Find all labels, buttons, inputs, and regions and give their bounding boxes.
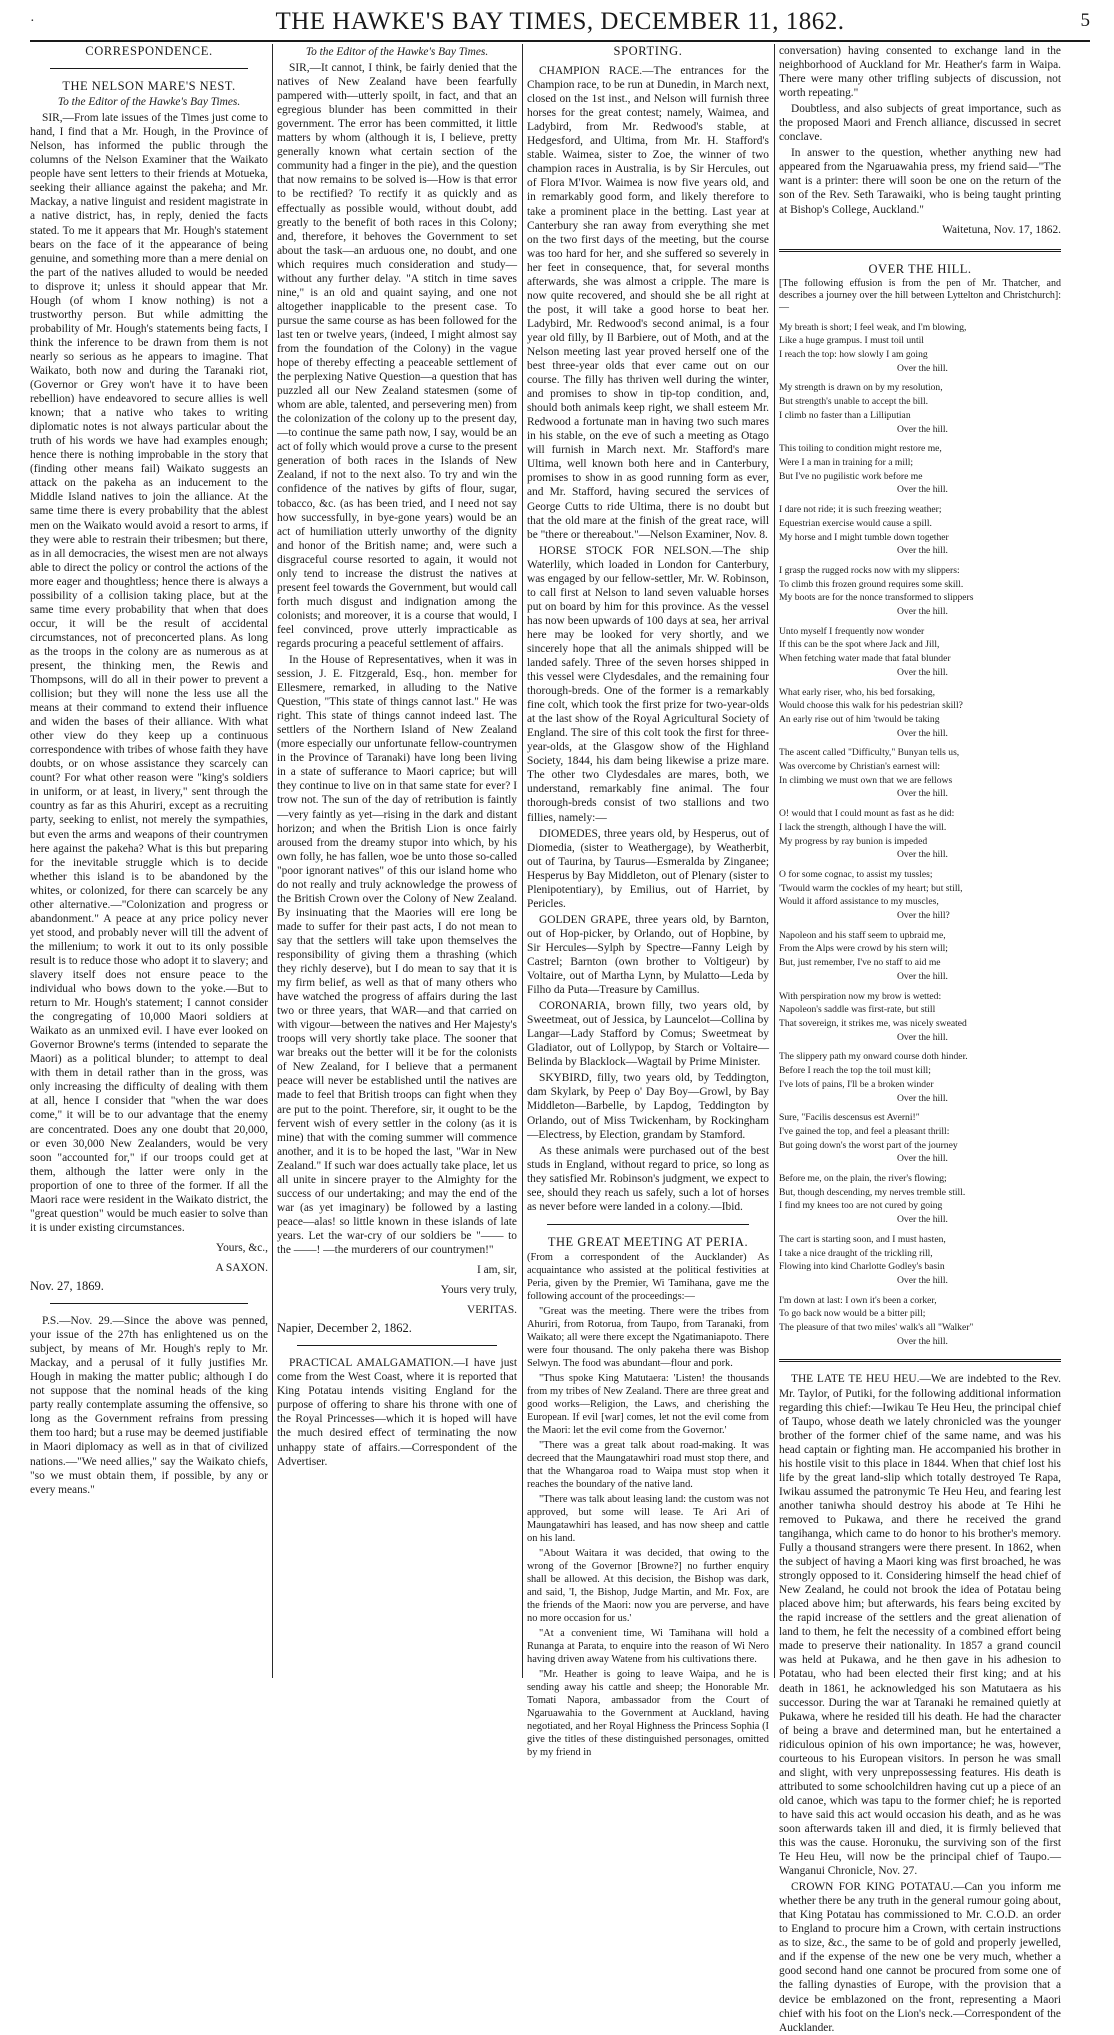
poem-refrain: Over the hill. (897, 1092, 948, 1104)
poem-line: Sure, "Facilis descensus est Averni!" (779, 1112, 920, 1124)
newspaper-title: THE HAWKE'S BAY TIMES, DECEMBER 11, 1862. (275, 8, 845, 35)
letter-signature: VERITAS. (466, 1304, 517, 1317)
column-rule (774, 44, 775, 1678)
section-heading: SPORTING. (613, 44, 683, 58)
divider (297, 1345, 497, 1346)
poem-line: With perspiration now my brow is wetted: (779, 990, 942, 1002)
poem-line: This toiling to condition might restore me, (779, 443, 942, 455)
poem-line: O! would that I could mount as fast as he did: (779, 808, 955, 820)
poem-line: When fetching water made that fatal blunder (779, 653, 951, 665)
poem-refrain: Over the hill. (897, 606, 948, 618)
poem-refrain: Over the hill. (897, 1153, 948, 1165)
letter-signature: A SAXON. (215, 1261, 268, 1274)
divider (779, 249, 1061, 252)
poem-refrain: Over the hill. (897, 788, 948, 800)
poem-refrain: Over the hill. (897, 727, 948, 739)
poem-intro: [The following effusion is from the pen of Mr. Thatcher, and describes a journey over the hill between Lyttelton and Christchurch]:— (779, 277, 1061, 313)
poem-line: Napoleon and his staff seem to upbraid me, (779, 929, 946, 941)
poem-line: I dare not ride; it is such freezing weather; (779, 504, 942, 516)
report-paragraph: "Great was the meeting. There were the tribes from Ahuriri, from Rotorua, from Taupo, from Taranaki, from Waikato; all were there except the Ngatimaniapoto. There were four thousand. The only pakeha there was Bishop Selwyn. The food was abundant—flour and pork. (527, 1305, 769, 1369)
poem-line: Would choose this walk for his pedestrian skill? (779, 700, 963, 712)
news-item: As these animals were purchased out of the best studs in England, without regard to price, so long as they satisfied Mr. Robinson's judgment, we expect to see, should they reach us safely, such a lot of horses as never before were landed in a colony.—Ibid. (527, 1144, 769, 1213)
letter-closing: Yours, &c., (215, 1241, 268, 1254)
report-paragraph: Doubtless, and also subjects of great importance, such as the proposed Maori and French alliance, discussed in secret conclave. (779, 103, 1061, 144)
poem-refrain: Over the hill. (897, 423, 948, 435)
poem-refrain: Over the hill. (897, 362, 948, 374)
poem-refrain: Over the hill. (897, 1031, 948, 1043)
horse-entry: SKYBIRD, filly, two years old, by Teddington, dam Skylark, by Peep o' Day Boy—Growl, by Bay Middleton—Barbelle, by Lapdog, Teddington by Orlando, out of Miss Twickenham, by Rockingham—Electress, by Election, grandam by Stamford. (527, 1072, 769, 1141)
horse-entry: CORONARIA, brown filly, two years old, by Sweetmeat, out of Jessica, by Launcelot—Collina by Langar—Lady Stafford by Comus; Sweetmeat by Gladiator, out of Lollypop, by Starch or Voltaire—Belinda by Blacklock—Wagtail by Prime Minister. (527, 1000, 769, 1069)
masthead (30, 6, 1090, 42)
report-dateline: Waitetuna, Nov. 17, 1862. (942, 223, 1061, 236)
page-mark: · (30, 14, 35, 29)
poem-line: What early riser, who, his bed forsaking, (779, 686, 936, 698)
divider (50, 68, 248, 69)
news-item: HORSE STOCK FOR NELSON.—The ship Waterlily, which loaded in London for Canterbury, was engaged by our fellow-settler, Mr. W. Robinson, to call first at Nelson to land seven valuable horses put on board by him for this province. As the vessel has now been upwards of 100 days at sea, her arrival here may be looked for very shortly, and we sincerely hope that all the animals shipped will be landed safely. Three of the seven horses shipped in this vessel were Clydesdales, and the remaining four thorough-breds. One of the former is a remarkably fine colt, which took the first prize for two-year-olds at the last show of the Royal Agricultural Society of England. The sire of this colt took the first for three-year-olds, at the Glasgow show of the Highland Society, 1844, his dam being likewise a prize mare. The other two Clydesdales are mares, both, we understand, remarkably fine animal. The four thorough-breds consist of two stallions and two fillies, namely:— (527, 544, 769, 824)
letter-body: SIR,—It cannot, I think, be fairly denied that the natives of New Zealand have been fearfully pampered with—utterly spoilt, in fact, and that an egregious blunder has been committed in their government. The error has been committed, it little matters by whom (although it is, I believe, pretty generally known what certain section of the community had a finger in the pie), and the question that now remains to be solved is—How is that error to be rectified? To rectify it as quickly and as effectually as possible would, without doubt, add greatly to the benefit of both races in this Colony; and, therefore, it behoves the Government to set about the task—an arduous one, no doubt, and one which requires much consideration and study—without any further delay. "A stitch in time saves nine," is an old and quaint saying, and one not altogether inapplicable to the present case. To pursue the same course as has been followed for the last ten or twelve years, (indeed, I might almost say from the foundation of the Colony) in the vague hope of thereby effecting a peaceable settlement of the perplexing Native Question—a question that has puzzled all our New Zealand statesmen (some of whom are able, talented, and persevering men) from the colonization of the colony up to the present day,—to continue the same path now, I say, would be an act of folly which would prove a curse to the present generation of both races in the Islands of New Zealand, if not to the next also. To try and win the confidence of the natives by gifts of flour, sugar, tobacco, &c. (as has been tried, and I need not say how successfully, in bye-gone years) would be an act of humiliation utterly unworthy of the dignity and honor of the British name; and, were such a disgraceful course resorted to again, it would not only tend to increase the distrust the natives at present feel towards the Government, but would call forth much disgust and indignation among the colonists; and moreover, it is a course that would, I feel convinced, prove utterly impracticable as regards procuring a peaceful settlement of affairs. (277, 62, 517, 650)
poem-line: Was overcome by Christian's earnest will: (779, 761, 941, 773)
horse-entry: GOLDEN GRAPE, three years old, by Barnton, out of Hop-picker, by Orlando, out of Hopbine, by Sir Hercules—Sylph by Spectre—Fanny Leigh by Castrel; Barnton (own brother to Voltigeur) by Voltaire, out of Martha Lynn, by Mulatto—Leda by Filho da Puta—Treasure by Camillus. (527, 913, 769, 997)
poem-refrain: Over the hill. (897, 1335, 948, 1347)
letter-date: Nov. 27, 1869. (30, 1278, 104, 1293)
poem-line: O for some cognac, to assist my tussles; (779, 868, 933, 880)
poem-line: Equestrian exercise would cause a spill. (779, 517, 932, 529)
poem-line: I take a nice draught of the trickling rill, (779, 1247, 933, 1259)
poem-line: But, just remember, I've no staff to aid me (779, 957, 941, 969)
column-rule (272, 44, 273, 1678)
poem-line: The ascent called "Difficulty," Bunyan tells us, (779, 747, 960, 759)
article-heading: THE GREAT MEETING AT PERIA. (547, 1234, 749, 1249)
poem-line: I've gained the top, and feel a pleasant thrill: (779, 1125, 950, 1137)
divider (50, 1303, 248, 1304)
poem-line: An early rise out of him 'twould be taking (779, 713, 940, 725)
poem-line: The slippery path my onward course doth hinder. (779, 1051, 968, 1063)
letter-address: To the Editor of the Hawke's Bay Times. (305, 46, 489, 58)
report-continuation: conversation) having consented to exchange land in the neighborhood of Auckland for Mr. Heather's farm in Waipa. There were many other trifling subjects of discussion, not worth repeating." (779, 45, 1061, 100)
poem-line: My boots are for the nonce transformed to slippers (779, 592, 974, 604)
poem-line: 'Twould warm the cockles of my heart; but still, (779, 882, 963, 894)
poem-line: I've lots of pains, I'll be a broken winder (779, 1078, 934, 1090)
poem-line: In climbing we must own that we are fellows (779, 774, 953, 786)
report-paragraph: "There was talk about leasing land: the custom was not approved, but some will lease. Te Ari Ari of Maungatawhiri has leased, and has now sheep and cattle on his land. (527, 1493, 769, 1544)
poem-line: Were I a man in training for a mill; (779, 456, 914, 468)
poem-refrain: Over the hill. (897, 484, 948, 496)
poem-line: My breath is short; I feel weak, and I'm blowing, (779, 321, 967, 333)
poem-line: I grasp the rugged rocks now with my slippers: (779, 564, 960, 576)
report-paragraph: "About Waitara it was decided, that owing to the wrong of the Governor [Browne?] no further enquiry shall be allowed. At this decision, the Bishop was dark, and said, 'I, the Bishop, Judge Martin, and Mr. Fox, are the friends of the Maori: now you are perverse, and have no more occasion for us.' (527, 1547, 769, 1624)
divider (779, 1359, 1061, 1362)
poem-line: But strength's unable to accept the bill. (779, 396, 929, 408)
poem-line: From the Alps were crowd by his stern will; (779, 943, 948, 955)
poem-refrain: Over the hill. (897, 970, 948, 982)
poem-line: I'm down at last: I own it's been a corker, (779, 1294, 937, 1306)
report-paragraph: "At a convenient time, Wi Tamihana will hold a Runanga at Parata, to enquire into the reason of Wi Nero having driven away Watene from his cultivations there. (527, 1627, 769, 1665)
poem-line: The pleasure of that two miles' walk's all "Walker" (779, 1322, 974, 1334)
letter-address: To the Editor of the Hawke's Bay Times. (57, 96, 241, 109)
section-heading: CORRESPONDENCE. (85, 44, 213, 58)
column-3 (527, 44, 769, 1758)
poem-line: My horse and I might tumble down together (779, 531, 949, 543)
poem-line: To climb this frozen ground requires some skill. (779, 578, 964, 590)
poem-refrain: Over the hill? (897, 910, 950, 922)
poem-line: But going down's the worst part of the journey (779, 1139, 958, 1151)
report-paragraph: "There was a great talk about road-making. It was decreed that the Maungatawhiri road must stop there, and that the Whangaroa road to Waipa must stop when it reaches the boundary of the native land. (527, 1439, 769, 1490)
postscript: P.S.—Nov. 29.—Since the above was penned, your issue of the 27th has enlightened us on the subject, by means of Mr. Hough's reply to Mr. Mackay, and a perusal of it fully justifies Mr. Hough in making the matter public; although I do not suppose that the nominal heads of the king party really contemplate assuming the offensive, so long as the Government refrains from pressing them too hard; but a ruse may be deemed justifiable in Maori diplomacy as well as in that of civilized nations.—"We need allies," say the Waikato chiefs, "so we must obtain them, if possible, by any or every means." (30, 1315, 268, 1496)
poem-line: My strength is drawn on by my resolution, (779, 382, 943, 394)
poem-line: My progress by ray bunion is impeded (779, 835, 928, 847)
poem-line: Napoleon's saddle was first-rate, but still (779, 1004, 936, 1016)
news-item: PRACTICAL AMALGAMATION.—I have just come from the West Coast, where it is reported that King Potatau intends visiting England for the purpose of offering to share his throne with one of the Royal Princesses—which it is hoped will have the much desired effect of terminating the now unhappy state of affairs.—Correspondent of the Advertiser. (277, 1357, 517, 1468)
poem-line: The cart is starting soon, and I must hasten, (779, 1233, 946, 1245)
news-item: CROWN FOR KING POTATAU.—Can you inform me whether there be any truth in the general rumour going about, that King Potatau has commissioned to Mr. C.O.D. an order to England to procure him a Crown, with certain instructions as to size, &c., the same to be of gold and properly jewelled, and if the expense of the new one be very much, whether a good second hand one cannot be procured from some one of the falling dynasties of Europe, with the provision that a device be emblazoned on the front, representing a Maori chief with his foot on the Lion's neck.—Correspondent of the Aucklander. (779, 1881, 1061, 2034)
poem-line: Before me, on the plain, the river's flowing; (779, 1173, 947, 1185)
column-rule (522, 44, 523, 1678)
report-paragraph: In answer to the question, whether anything new had appeared from the Ngaruawahia press, my friend said—"The want is a printer: there will soon be one on the return of the son of the Rev. Seth Tarawaiki, who is being taught printing at Bishop's College, Auckland." (779, 147, 1061, 216)
letter-closing: I am, sir, (476, 1264, 517, 1277)
poem-refrain: Over the hill. (897, 1274, 948, 1286)
poem-line: But, though descending, my nerves tremble still. (779, 1186, 966, 1198)
poem-line: I find my knees too are not cured by going (779, 1200, 943, 1212)
letter-dateline: Napier, December 2, 1862. (277, 1321, 412, 1336)
report-paragraph: "Thus spoke King Matutaera: 'Listen! the thousands from my tribes of New Zealand. There are three great and good works—Religion, the Laws, and cherishing the European. If evil [war] comes, let not the evil come from the Maori: let the evil come from the Governor.' (527, 1372, 769, 1436)
column-2 (277, 44, 517, 1680)
news-item: CHAMPION RACE.—The entrances for the Champion race, to be run at Dunedin, in March next, closed on the 1st inst., and Nelson will furnish three horses for the great contest; namely, Waimea, and Ladybird, from Mr. Redwood's stable, at Hedgesford, and Ultima, from Mr. H. Stafford's stable. Waimea, sister to Zoe, the winner of two champion races in Australia, is by Sir Hercules, out of Flora M'Ivor. Waimea is now five years old, and in remarkably good form, and likely therefore to take a prominent place in the betting. Last year at Canterbury she ran away from everything she met on the two first days of the meeting, but the course was too hard for her, and she suffered so severely in her feet in consequence, that, for several months afterwards, she was almost a cripple. The mare is now quite recovered, and should she be all right at the post, it will take a good horse to beat her. Ladybird, Mr. Redwood's second animal, is a four year old filly, by Il Barbiere, out of Moth, and at the Nelson meeting last year proved herself one of the best three-year olds that ever came out on our course. The filly has thriven well during the winter, and promises to show in tip-top condition, and, should both animals keep right, we shall esteem Mr. Redwood a fortunate man in having two such mares in his stable, on the eve of such a meeting as Otago will furnish in March next. Mr. Stafford's mare Ultima, well known both here and in Canterbury, promises to show in as good running form as ever, and Mr. Stafford, having secured the services of George Cutts to ride Ultima, there is no doubt but that the old mare at the finish of the great race, will be "there or thereabout."—Nelson Examiner, Nov. 8. (527, 65, 769, 541)
report-paragraph: "Mr. Heather is going to leave Waipa, and he is sending away his cattle and sheep; the Honorable Mr. Tomati Napora, ambassador from the Court of Ngaruawahia to the Government at Auckland, having negotiated, and her Royal Highness the Princess Sophia (I give the titles of these distinguished personages, omitted by my friend in (527, 1668, 769, 1758)
poem-line: Flowing into kind Charlotte Godley's basin (779, 1261, 945, 1273)
poem-refrain: Over the hill. (897, 545, 948, 557)
divider (547, 1224, 749, 1225)
poem-refrain: Over the hill. (897, 849, 948, 861)
horse-entry: DIOMEDES, three years old, by Hesperus, out of Diomedia, (sister to Weathergage), by Weatherbit, out of Taurina, by Taurus—Esmeralda by Zinganee; Hesperus by Bay Middleton, out of Plenary (sister to Plenipotentiary), by Emilius, out of Harriet, by Pericles. (527, 827, 769, 910)
article-heading: THE NELSON MARE'S NEST. (62, 79, 236, 94)
poem (779, 322, 1061, 1348)
poem-title: OVER THE HILL. (868, 261, 972, 276)
poem-refrain: Over the hill. (897, 1214, 948, 1226)
poem-line: Would it afford assistance to my muscles, (779, 896, 939, 908)
column-1 (30, 44, 268, 1680)
poem-line: I climb no faster than a Lilliputian (779, 409, 911, 421)
letter-body: In the House of Representatives, when it was in session, J. E. Fitzgerald, Esq., hon. member for Ellesmere, remarked, in alluding to the Native Question, "This state of things cannot last." He was right. This state of things cannot indeed last. The settlers of the Northern Island of New Zealand (more especially our unfortunate fellow-countrymen in the Province of Taranaki) have long been living in a state of sufferance to Maori caprice; but will they continue to live on in that same state for ever? I trow not. The sun of the day of retribution is faintly—very faintly as yet—rising in the dark and distant horizon; and when the British Lion is once fairly aroused from the dreamy stupor into which, by his own folly, he has fallen, woe be unto those so-called "poor ignorant natives" of this our island home who do not really and truly acknowledge the prowess of the British Crown over the Colony of New Zealand. By insinuating that the Maories will ere long be made to suffer for their past acts, I do not mean to say that the settlers will take upon themselves the responsibility of giving them a thrashing (which they richly deserve), but I do mean to say that it is my firm belief, as well as that of many others who have watched the progress of affairs during the last two or three years, that WAR—and that carried on with vigour—between the natives and Her Majesty's troops will very shortly take place. The sooner that war breaks out the better will it be for the colonists of New Zealand, for I believe that a permanent peace will never be established until the natives are made to feel that British troops can fight when they are put to the point. Therefore, sir, it ought to be the fervent wish of every settler in the colony (as it is mine) that with the coming summer will commence another, and it is to be hoped the last, "War in New Zealand." If such war does actually take place, let us all unite in sincere prayer to the Almighty for the success of our undertaking; and may the end of the war (as yet imaginary) be followed by a lasting peace—alas! so little known in these islands of late years. Let the war-cry of our soldiers be "—— to the ——! —the murderers of our countrymen!" (277, 654, 517, 1256)
page-number: 5 (1080, 10, 1090, 31)
letter-closing: Yours very truly, (440, 1284, 517, 1297)
meeting-report (527, 1251, 769, 1759)
poem-refrain: Over the hill. (897, 666, 948, 678)
poem-line: I reach the top: how slowly I am going (779, 349, 928, 361)
poem-line: Like a huge grampus. I must toil until (779, 335, 924, 347)
poem-line: If this can be the spot where Jack and Jill, (779, 639, 940, 651)
poem-line: I lack the strength, although I have the will. (779, 821, 947, 833)
report-intro: (From a correspondent of the Aucklander) As acquaintance who assisted at the political festivities at Peria, given by the Premier, Wi Tamihana, gave me the following account of the proceedings:— (527, 1251, 769, 1302)
poem-line: Before I reach the top the toil must kill; (779, 1065, 931, 1077)
news-item: THE LATE TE HEU HEU.—We are indebted to the Rev. Mr. Taylor, of Putiki, for the following additional information regarding this chief:—Iwikau Te Heu Heu, the principal chief of Taupo, whose death we lately chronicled was the younger brother of the former chief of the same name, and was his head captain or fighting man. He accompanied his brother in his hostile visit to this place in 1844. When that chief lost his life by the great land-slip which totally destroyed Te Rapa, Iwikau assumed the patronymic Te Heu Heu, and fearing lest another taniwha should destroy his abode at Te Hihi he removed to Pukawa, and there he received the grand tangihanga, which came to do honor to his brother's memory. Fully a thousand strangers were there present. In 1862, when the subject of having a Maori king was first broached, he was strongly opposed to it. Considering himself the head chief of New Zealand, he could not brook the idea of Potatau being placed above him; but afterwards, his fears being excited by the rapid increase of the settlers and the great alienation of land to them, he felt the necessity of a combined effort being made to preserve their nationality. In 1857 a grand council was held at Pukawa, and he then gave in his adhesion to Potatau, who had been elected their first king; and at his death in 1861, he acknowledged his son Matutaera as his successor. During the war at Taranaki he remained quietly at Pukawa, where he resided till his death. He had the character of being a brave and determined man, but he entertained a ridiculous opinion of his own importance; he was, however, courteous to his European visitors. In person he was small and slight, with very unprepossessing features. His death is attributed to some schoolchildren having cut up a piece of an old canoe, which was tapu to the former chief; he is reported to have said this act would occasion his death, and as he was soon afterwards taken ill and died, it is firmly believed that this was the cause. Horonuku, the surviving son of the first Te Heu Heu, will now be the principal chief of Taupo.—Wanganui Chronicle, Nov. 27. (779, 1373, 1061, 1878)
column-4 (779, 44, 1061, 2034)
poem-line: To go back now would be a bitter pill; (779, 1308, 926, 1320)
letter-body: SIR,—From late issues of the Times just come to hand, I find that a Mr. Hough, in the Province of Nelson, has informed the public through the columns of the Nelson Examiner that the Waikato people have sent letters to their friends at Motueka, seeking their alliance against the pakeha; and Mr. Mackay, a native linguist and resident magistrate in a native district, has, in reply, denied the facts stated. To me it appears that Mr. Hough's statement bears on the face of it the appearance of being genuine, and something more than a mere denial on the part of the natives alluded to would be needed to disprove it; unless it should appear that Mr. Hough (of whom I know nothing) is not a trustworthy person. But while admitting the probability of Mr. Hough's statements being facts, I think the inference to be drawn from them is not nearly so serious as he appears to imagine. That Waikato, both now and during the Taranaki riot, (Governor or Grey won't have it to have been rebellion) have endeavored to secure allies is well known; that a native who takes to writing diplomatic notes is not always particular about the truth of his words we have had examples enough; hence there is nothing improbable in the story that (finding other means fail) Waikato suggests an attack on the pakeha as an inducement to the Middle Island natives to join the alliance. At the same time there is every probability that the ablest men on the Waikato would avoid a resort to arms, if they were able to restrain their tribesmen; but there, as in all democracies, the wisest men are not always able to direct the policy or control the actions of the more eager and thoughtless; hence there is always a possibility of a collision taking place, but at the same time every probability that when that does occur, it will be the result of accidental circumstances, not of preconcerted plans. As long as the troops in the colony are as numerous as at present, the thinking men, the Rewis and Thompsons, will do all in their power to prevent a collision; but they will none the less use all the means at their command to extend their influence and widen the bases of their alliance. With what other view do they keep up a continuous correspondence with tribes of whose faith they have doubts, or on whose assistance they scarcely can count? For what other reason were "king's soldiers in uniform, or at least, in livery," sent through the country as far as this Ahuriri, except as a recruiting party, seeking to enlist, not merely the sympathies, but even the arms and weapons of their countrymen here against the pakeha? What is this but preparing for the inevitable struggle which is to decide whether this island is to be abandoned by the whites, or colonized, for there can scarcely be any other alternative.—"Colonization and progress or abandonment." A peace at any price policy never yet stood, and probably never will till the advent of the millenium; to work it out to its only possible result is to reduce those who adopt it to slavery; and slavery itself does not ensure peace to the individual who bows down to the yoke.—But to return to Mr. Hough's statement; I cannot consider the congregating of 10,000 Maori soldiers at Waikato as an unmixed evil. I have ever looked on Governor Browne's terms (intended to separate the Maori) as a political blunder; to attempt to deal with them in detail rather than in the gross, was only increasing the difficulty of dealing with them at all, hence I consider that "when the war does come," it will be to our advantage that the enemy are concentrated. Does any one doubt that 20,000, or even 30,000 New Zealanders, would be very soon "accounted for," if our troops could get at them, although the latter were only in the proportion of one to three of the former. If all the Maori race were resident in the Waikato district, the "great question" would be much easier to solve than it is under existing circumstances. (30, 112, 268, 1234)
poem-line: But I've no pugilistic work before me (779, 470, 923, 482)
poem-line: That sovereign, it strikes me, was nicely sweated (779, 1018, 967, 1029)
poem-line: Unto myself I frequently now wonder (779, 625, 925, 637)
